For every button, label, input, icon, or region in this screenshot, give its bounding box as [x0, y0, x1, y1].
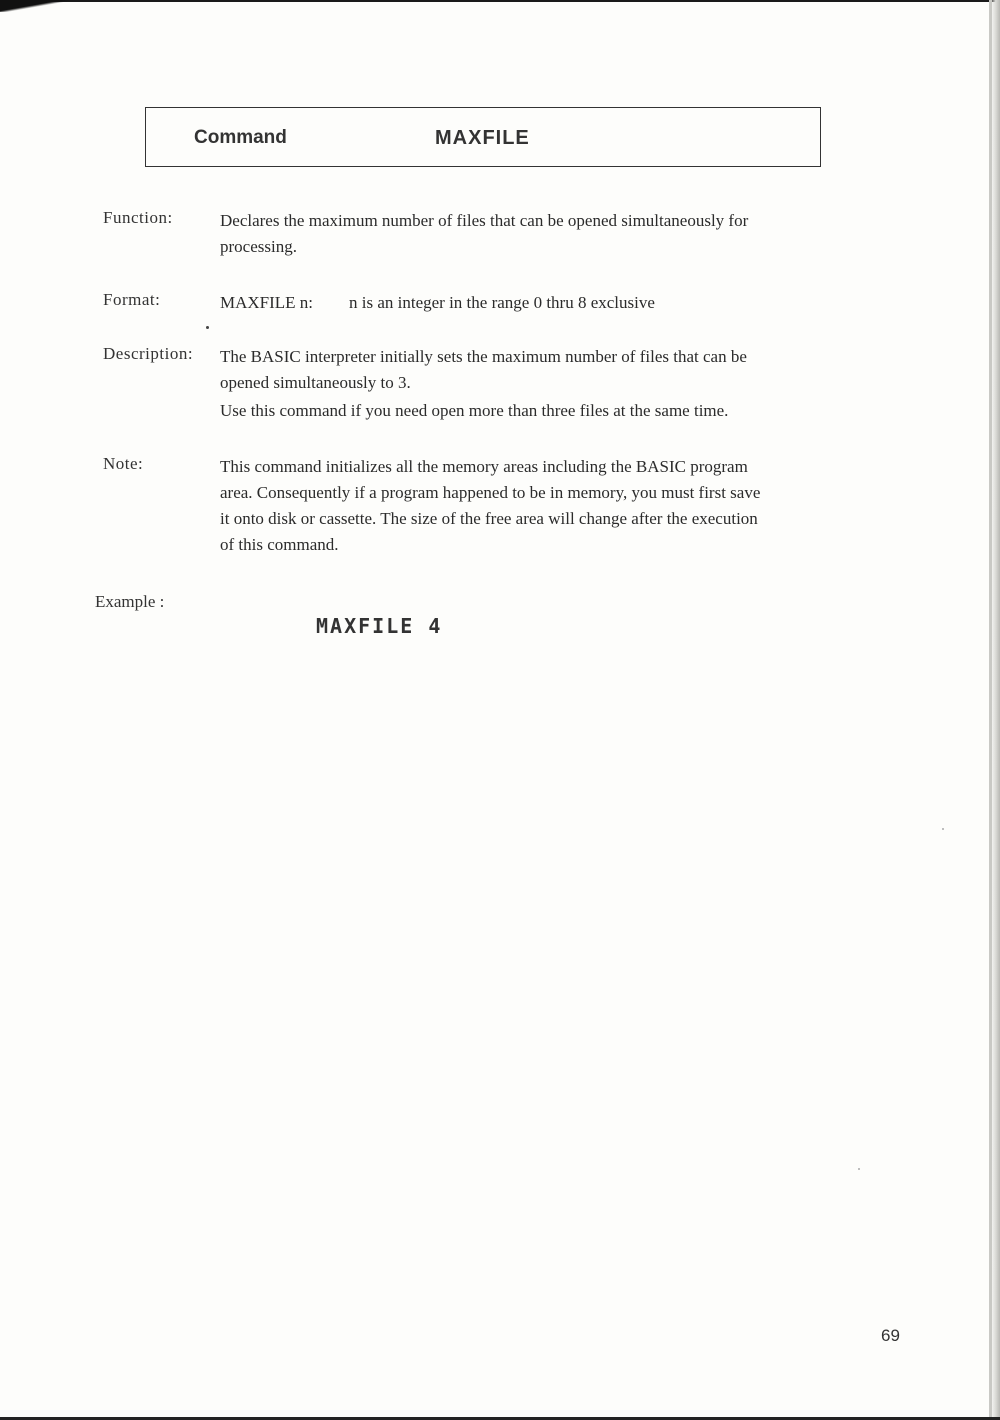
function-label: Function: [103, 208, 173, 227]
note-line: area. Consequently if a program happened to be in memory, you must first save [220, 483, 761, 502]
scan-speck [858, 1168, 860, 1170]
description-label: Description: [103, 344, 194, 363]
header-label: Command [194, 127, 287, 148]
page-number: 69 [881, 1326, 900, 1345]
header-command-name: MAXFILE [435, 127, 530, 149]
note-label: Note: [103, 454, 144, 473]
format-description: n is an integer in the range 0 thru 8 exclusive [349, 293, 655, 312]
scan-edge-top [0, 0, 1000, 6]
format-label: Format: [103, 290, 161, 309]
function-line: processing. [220, 237, 297, 256]
scan-edge-corner [0, 0, 70, 12]
note-line: of this command. [220, 535, 339, 554]
format-syntax: MAXFILE n: [220, 293, 314, 312]
description-line: The BASIC interpreter initially sets the maximum number of files that can be [220, 347, 747, 366]
command-header-box [145, 107, 821, 167]
note-line: it onto disk or cassette. The size of the free area will change after the execution [220, 509, 758, 528]
function-text [220, 208, 851, 260]
description-line: opened simultaneously to 3. [220, 373, 411, 392]
note-line: This command initializes all the memory areas including the BASIC program [220, 457, 748, 476]
stray-dot [206, 326, 209, 329]
format-text [220, 290, 851, 316]
example-label: Example : [95, 592, 165, 611]
scan-speck [942, 828, 944, 830]
example-code: MAXFILE 4 [316, 614, 443, 638]
scan-edge-right-line [989, 0, 992, 1420]
note-text [220, 454, 851, 558]
function-line: Declares the maximum number of files that can be opened simultaneously for [220, 211, 749, 230]
description-line: Use this command if you need open more than three files at the same time. [220, 401, 729, 420]
description-text [220, 344, 851, 424]
